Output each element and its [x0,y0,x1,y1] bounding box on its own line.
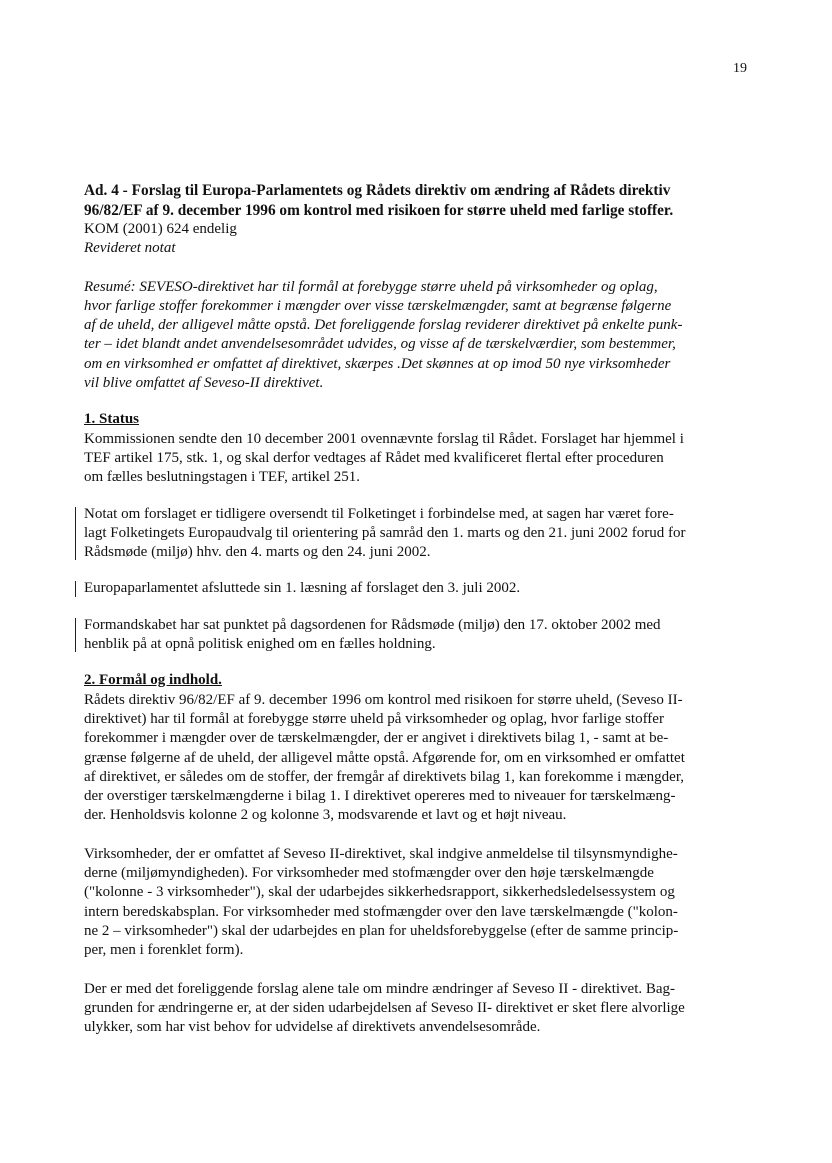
summary-line: vil blive omfattet af Seveso-II direktivet. [84,375,324,392]
paragraph-line: ne 2 – virksomheder") skal der udarbejdes en plan for uheldsforebyggelse (efter de samme princip- [84,922,679,939]
paragraph-line: forekommer i mængder over de tærskelmængder, der er angivet i direktivets bilag 1, - samt at be- [84,730,669,747]
paragraph-revised [84,505,754,563]
section-heading: 2. Formål og indhold. [84,672,222,689]
paragraph-line: derne (miljømyndigheden). For virksomheder med stofmængder over den høje tærskelmængde [84,865,654,882]
paragraph [84,430,754,488]
paragraph-line: intern beredskabsplan. For virksomheder med stofmængder over den lave tærskelmængde ("kolon- [84,903,678,920]
title-line: 96/82/EF af 9. december 1996 om kontrol med risikoen for større uheld med farlige stoffer. [84,201,674,219]
paragraph-line: Virksomheder, der er omfattet af Seveso II-direktivet, skal indgive anmeldelse til tilsynsmyndighe- [84,845,678,862]
summary-line: om en virksomhed er omfattet af direktivet, skærpes .Det skønnes at op imod 50 nye virksomheder [84,355,671,372]
paragraph-line: Der er med det foreliggende forslag alene tale om mindre ændringer af Seveso II - direktivet. Bag- [84,980,676,997]
document-body [84,181,754,1037]
paragraph-line: Europaparlamentet afsluttede sin 1. læsning af forslaget den 3. juli 2002. [84,580,521,597]
paragraph-line: direktivet) har til formål at forebygge større uheld på virksomheder og oplag, hvor farlige stoffer [84,710,664,727]
paragraph-line: ("kolonne - 3 virksomheder"), skal der udarbejdes sikkerhedsrapport, sikkerhedsledelsessystem og [84,884,675,901]
document-reference: KOM (2001) 624 endelig [84,221,237,237]
paragraph [84,845,754,961]
agenda-item-title [84,181,754,220]
summary-line: ter – idet blandt andet anvendelsesområdet udvides, og visse af de tærskelværdier, som bestemmer, [84,336,676,353]
paragraph-line: henblik på at opnå politisk enighed om en fælles holdning. [84,636,436,653]
summary-line: Resumé: SEVESO-direktivet har til formål at forebygge større uheld på virksomheder og oplag, [84,278,658,295]
paragraph-line: grunden for ændringerne er, at der siden udarbejdelsen af Seveso II- direktivet er sket flere alvorlige [84,999,685,1016]
paragraph-line: Kommissionen sendte den 10 december 2001 ovennævnte forslag til Rådet. Forslaget har hjemmel i [84,430,684,447]
paragraph-revised [84,616,754,655]
paragraph-line: der. Henholdsvis kolonne 2 og kolonne 3, modsvarende et lavt og et højt niveau. [84,807,567,824]
paragraph-line: grænse følgerne af de uheld, der alligevel måtte opstå. Afgørende for, om en virksomhed er omfattet [84,749,685,766]
paragraph-line: Formandskabet har sat punktet på dagsordenen for Rådsmøde (miljø) den 17. oktober 2002 med [84,616,661,633]
paragraph-line: om fælles beslutningstagen i TEF, artikel 251. [84,469,360,486]
paragraph [84,691,754,826]
paragraph-line: Rådsmøde (miljø) hhv. den 4. marts og den 24. juni 2002. [84,544,431,561]
paragraph-line: der overstiger tærskelmængderne i bilag 1. I direktivet opereres med to niveauer for tærskelmæng- [84,788,676,805]
paragraph-line: Notat om forslaget er tidligere oversendt til Folketinget i forbindelse med, at sagen har været fore- [84,505,674,522]
section-purpose [84,671,754,1037]
summary-line: hvor farlige stoffer forekommer i mængder over visse tærskelmængder, samt at begrænse følgerne [84,297,672,314]
paragraph-line: per, men i forenklet form). [84,942,244,959]
paragraph-line: TEF artikel 175, stk. 1, og skal derfor vedtages af Rådet med kvalificeret flertal efter proceduren [84,449,664,466]
paragraph-line: lagt Folketingets Europaudvalg til orientering på samråd den 1. marts og den 21. juni 2002 forud for [84,524,686,541]
paragraph-line: af direktivet, er således om de stoffer, der fremgår af direktivets bilag 1, kan forekomme i mængder, [84,768,684,785]
title-line: Ad. 4 - Forslag til Europa-Parlamentets og Rådets direktiv om ændring af Rådets direktiv [84,182,671,199]
section-status [84,410,754,654]
summary [84,278,754,394]
section-heading: 1. Status [84,411,140,428]
paragraph-line: ulykker, som har vist behov for udvidelse af direktivets anvendelsesområde. [84,1019,541,1036]
paragraph [84,980,754,1038]
agenda-item-header [84,181,754,259]
summary-line: af de uheld, der alligevel måtte opstå. Det foreliggende forslag reviderer direktivet på enkelte punk- [84,317,683,334]
paragraph-line: Rådets direktiv 96/82/EF af 9. december 1996 om kontrol med risikoen for større uheld, (Seveso II- [84,691,683,708]
document-status: Revideret notat [84,240,176,257]
paragraph-revised [84,579,754,598]
page-number: 19 [733,61,747,76]
